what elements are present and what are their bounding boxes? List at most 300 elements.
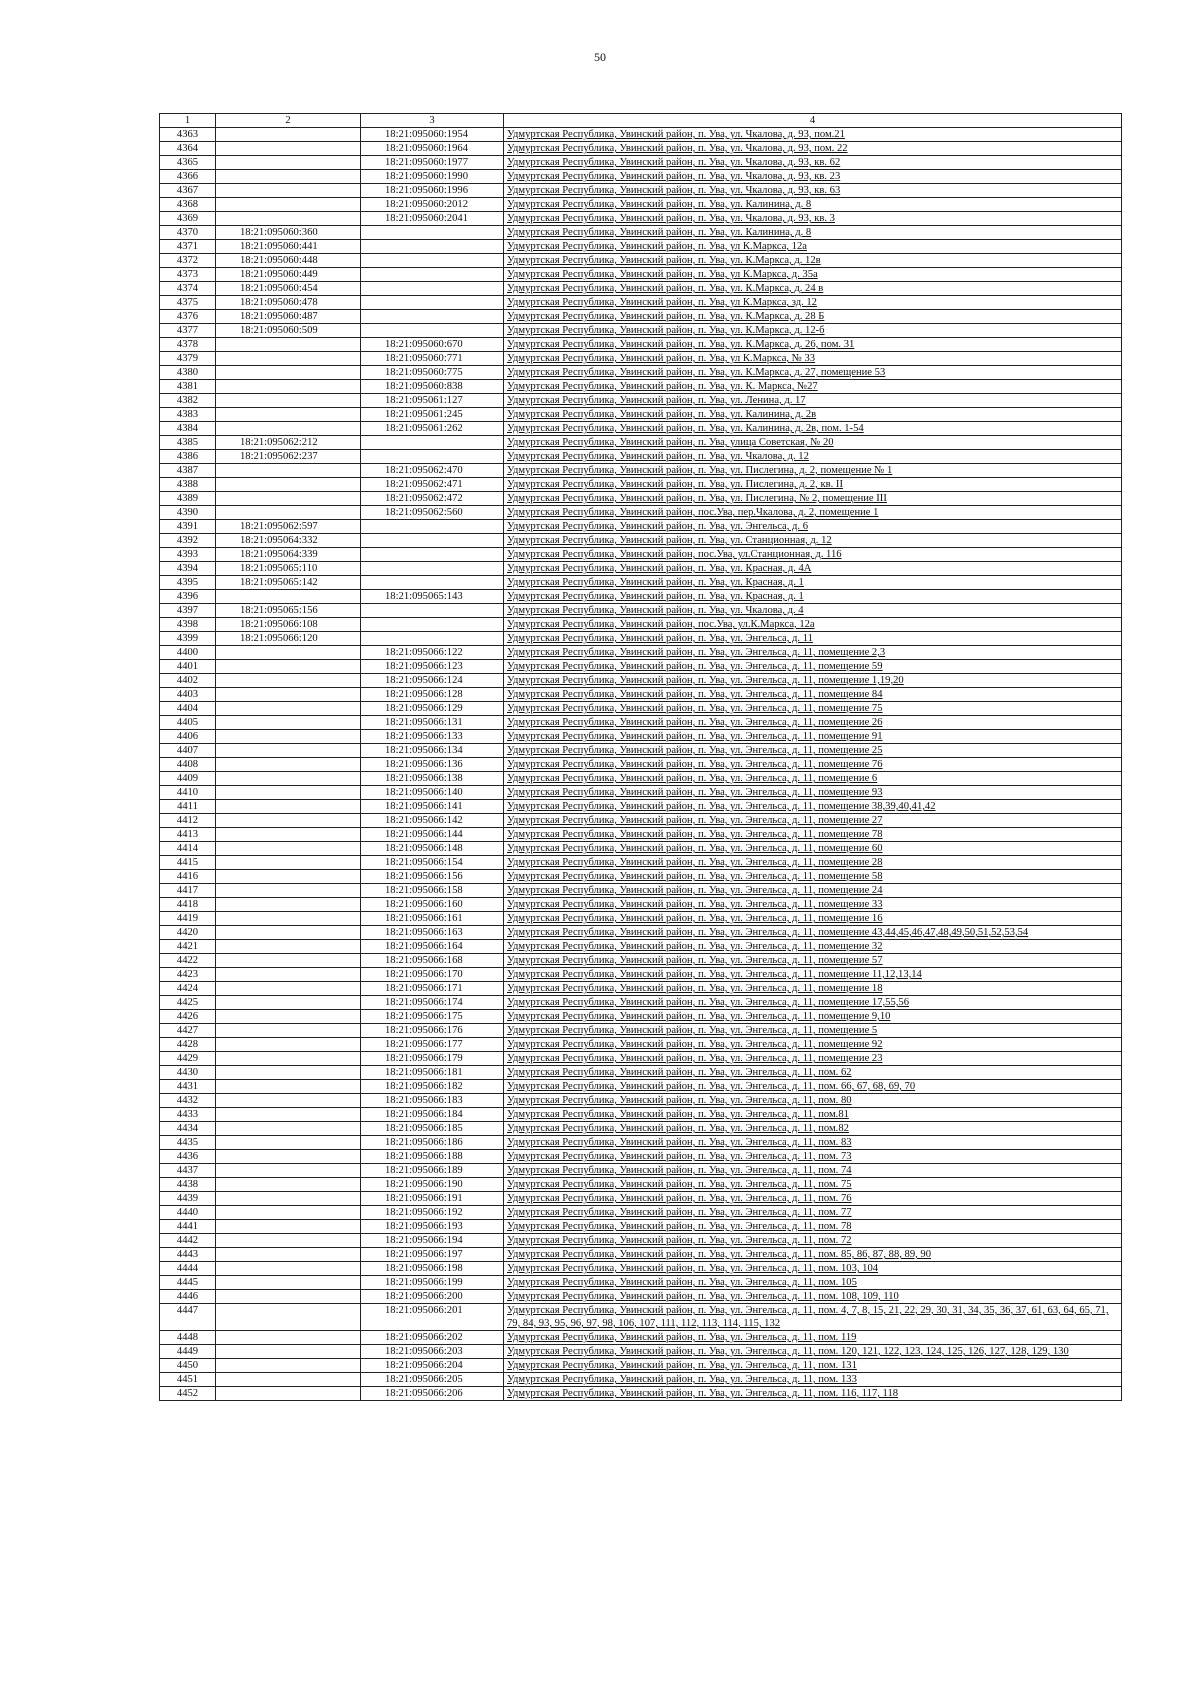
table-row — [160, 1150, 1122, 1164]
table-row — [160, 1234, 1122, 1248]
row-number-cell: 4406 — [160, 730, 216, 744]
cadastral-number-cell — [361, 534, 504, 548]
address-cell: Удмуртская Республика, Увинский район, п. Ува, ул. Чкалова, д. 93, кв. 63 — [504, 184, 1122, 198]
table-row — [160, 800, 1122, 814]
table-row — [160, 1080, 1122, 1094]
address-cell: Удмуртская Республика, Увинский район, п. Ува, ул К.Маркса, д. 35а — [504, 268, 1122, 282]
table-row — [160, 912, 1122, 926]
table-row — [160, 534, 1122, 548]
address-cell: Удмуртская Республика, Увинский район, п. Ува, ул. Энгельса, д. 11, помещение 24 — [504, 884, 1122, 898]
cadastral-number-cell — [216, 730, 361, 744]
address-cell: Удмуртская Республика, Увинский район, п. Ува, ул. Энгельса, д. 11, помещение 11,12,13,14 — [504, 968, 1122, 982]
table-row — [160, 632, 1122, 646]
cadastral-number-cell — [216, 716, 361, 730]
table-row — [160, 688, 1122, 702]
address-cell: Удмуртская Республика, Увинский район, п. Ува, ул. Энгельса, д. 11, помещение 43,44,45,46,47,48,49,50,51,52,53,54 — [504, 926, 1122, 940]
address-cell: Удмуртская Республика, Увинский район, п. Ува, ул. Энгельса, д. 11, пом. 78 — [504, 1220, 1122, 1234]
address-cell: Удмуртская Республика, Увинский район, пос.Ува, ул.Станционная, д. 116 — [504, 548, 1122, 562]
cadastral-number-cell: 18:21:095062:471 — [361, 478, 504, 492]
table-row — [160, 268, 1122, 282]
cadastral-number-cell — [216, 142, 361, 156]
cadastral-number-cell: 18:21:095060:1954 — [361, 128, 504, 142]
table-row — [160, 1108, 1122, 1122]
table-row — [160, 772, 1122, 786]
cadastral-number-cell — [216, 1038, 361, 1052]
row-number-cell: 4378 — [160, 338, 216, 352]
cadastral-number-cell — [216, 492, 361, 506]
address-cell: Удмуртская Республика, Увинский район, п. Ува, ул. Энгельса, д. 11, помещение 75 — [504, 702, 1122, 716]
address-cell: Удмуртская Республика, Увинский район, п. Ува, ул. Энгельса, д. 11, пом.81 — [504, 1108, 1122, 1122]
table-row — [160, 842, 1122, 856]
cadastral-number-cell — [216, 758, 361, 772]
address-cell: Удмуртская Республика, Увинский район, п. Ува, ул. Энгельса, д. 11, помещение 78 — [504, 828, 1122, 842]
cadastral-number-cell — [361, 436, 504, 450]
address-cell: Удмуртская Республика, Увинский район, п. Ува, ул. Чкалова, д. 93, кв. 3 — [504, 212, 1122, 226]
table-row — [160, 1010, 1122, 1024]
cadastral-number-cell — [216, 1080, 361, 1094]
address-cell: Удмуртская Республика, Увинский район, п. Ува, ул. Энгельса, д. 11, помещение 91 — [504, 730, 1122, 744]
cadastral-number-cell: 18:21:095066:141 — [361, 800, 504, 814]
cadastral-number-cell: 18:21:095066:192 — [361, 1206, 504, 1220]
cadastral-number-cell — [216, 884, 361, 898]
cadastral-number-cell — [216, 394, 361, 408]
table-row — [160, 940, 1122, 954]
row-number-cell: 4449 — [160, 1345, 216, 1359]
table-row — [160, 1276, 1122, 1290]
row-number-cell: 4422 — [160, 954, 216, 968]
cadastral-number-cell — [216, 1373, 361, 1387]
cadastral-number-cell: 18:21:095062:237 — [216, 450, 361, 464]
address-cell: Удмуртская Республика, Увинский район, п. Ува, ул. Энгельса, д. 11, помещение 57 — [504, 954, 1122, 968]
row-number-cell: 4451 — [160, 1373, 216, 1387]
row-number-cell: 4386 — [160, 450, 216, 464]
cadastral-number-cell — [361, 296, 504, 310]
address-cell: Удмуртская Республика, Увинский район, п. Ува, ул. Пислегина, д. 2, кв. II — [504, 478, 1122, 492]
cadastral-number-cell: 18:21:095060:670 — [361, 338, 504, 352]
row-number-cell: 4430 — [160, 1066, 216, 1080]
table-row — [160, 870, 1122, 884]
cadastral-number-cell — [216, 814, 361, 828]
address-cell: Удмуртская Республика, Увинский район, п. Ува, ул. Калинина, д. 8 — [504, 226, 1122, 240]
row-number-cell: 4448 — [160, 1331, 216, 1345]
address-cell: Удмуртская Республика, Увинский район, п. Ува, ул. Энгельса, д. 11, помещение 25 — [504, 744, 1122, 758]
cadastral-number-cell: 18:21:095066:199 — [361, 1276, 504, 1290]
cadastral-number-cell — [216, 338, 361, 352]
address-cell: Удмуртская Республика, Увинский район, п. Ува, ул. Чкалова, д. 93, кв. 23 — [504, 170, 1122, 184]
address-cell: Удмуртская Республика, Увинский район, п. Ува, ул. Энгельса, д. 11, помещение 5 — [504, 1024, 1122, 1038]
cadastral-number-cell — [216, 926, 361, 940]
cadastral-number-cell — [216, 1164, 361, 1178]
address-cell: Удмуртская Республика, Увинский район, п. Ува, ул. К. Маркса, №27 — [504, 380, 1122, 394]
table-row — [160, 618, 1122, 632]
address-cell: Удмуртская Республика, Увинский район, п. Ува, улица Советская, № 20 — [504, 436, 1122, 450]
table-row — [160, 478, 1122, 492]
address-cell: Удмуртская Республика, Увинский район, п. Ува, ул. Энгельса, д. 11, помещение 33 — [504, 898, 1122, 912]
cadastral-number-cell: 18:21:095061:245 — [361, 408, 504, 422]
address-cell: Удмуртская Республика, Увинский район, п. Ува, ул. Энгельса, д. 11, пом. 80 — [504, 1094, 1122, 1108]
cadastral-number-cell: 18:21:095066:193 — [361, 1220, 504, 1234]
table-row — [160, 926, 1122, 940]
cadastral-number-cell: 18:21:095066:202 — [361, 1331, 504, 1345]
cadastral-number-cell: 18:21:095062:472 — [361, 492, 504, 506]
cadastral-number-cell: 18:21:095060:478 — [216, 296, 361, 310]
row-number-cell: 4410 — [160, 786, 216, 800]
address-cell: Удмуртская Республика, Увинский район, п. Ува, ул. Калинина, д. 2в — [504, 408, 1122, 422]
row-number-cell: 4398 — [160, 618, 216, 632]
table-row — [160, 828, 1122, 842]
cadastral-number-cell: 18:21:095066:183 — [361, 1094, 504, 1108]
table-row — [160, 436, 1122, 450]
cadastral-number-cell: 18:21:095066:168 — [361, 954, 504, 968]
address-cell: Удмуртская Республика, Увинский район, п. Ува, ул. Чкалова, д. 93, пом.21 — [504, 128, 1122, 142]
cadastral-number-cell: 18:21:095066:138 — [361, 772, 504, 786]
address-cell: Удмуртская Республика, Увинский район, п. Ува, ул. Энгельса, д. 11, помещение 26 — [504, 716, 1122, 730]
table-row — [160, 212, 1122, 226]
table-row — [160, 394, 1122, 408]
table-row — [160, 660, 1122, 674]
cadastral-number-cell — [216, 702, 361, 716]
table-row — [160, 604, 1122, 618]
cadastral-number-cell — [216, 646, 361, 660]
cadastral-number-cell: 18:21:095066:123 — [361, 660, 504, 674]
cadastral-number-cell: 18:21:095062:560 — [361, 506, 504, 520]
table-row — [160, 1290, 1122, 1304]
address-cell: Удмуртская Республика, Увинский район, п. Ува, ул. Энгельса, д. 11, помещение 58 — [504, 870, 1122, 884]
cadastral-number-cell: 18:21:095066:201 — [361, 1304, 504, 1331]
address-cell: Удмуртская Республика, Увинский район, п. Ува, ул. Энгельса, д. 11, помещение 16 — [504, 912, 1122, 926]
cadastral-number-cell: 18:21:095066:160 — [361, 898, 504, 912]
row-number-cell: 4366 — [160, 170, 216, 184]
cadastral-number-cell — [216, 870, 361, 884]
cadastral-number-cell — [216, 940, 361, 954]
cadastral-number-cell: 18:21:095066:134 — [361, 744, 504, 758]
address-cell: Удмуртская Республика, Увинский район, п. Ува, ул. Энгельса, д. 11, помещение 76 — [504, 758, 1122, 772]
cadastral-number-cell — [216, 506, 361, 520]
table-row — [160, 786, 1122, 800]
address-cell: Удмуртская Республика, Увинский район, п. Ува, ул. Пислегина, № 2, помещение III — [504, 492, 1122, 506]
address-cell: Удмуртская Республика, Увинский район, п. Ува, ул. К.Маркса, д. 24 в — [504, 282, 1122, 296]
address-cell: Удмуртская Республика, Увинский район, п. Ува, ул. Энгельса, д. 11, помещение 1,19,20 — [504, 674, 1122, 688]
cadastral-number-cell — [216, 352, 361, 366]
cadastral-number-cell — [216, 996, 361, 1010]
table-row — [160, 282, 1122, 296]
row-number-cell: 4367 — [160, 184, 216, 198]
row-number-cell: 4434 — [160, 1122, 216, 1136]
cadastral-number-cell: 18:21:095066:206 — [361, 1387, 504, 1401]
row-number-cell: 4371 — [160, 240, 216, 254]
table-row — [160, 408, 1122, 422]
cadastral-number-cell — [216, 954, 361, 968]
row-number-cell: 4425 — [160, 996, 216, 1010]
address-cell: Удмуртская Республика, Увинский район, п. Ува, ул К.Маркса, зд. 12 — [504, 296, 1122, 310]
row-number-cell: 4375 — [160, 296, 216, 310]
cadastral-number-cell: 18:21:095066:148 — [361, 842, 504, 856]
address-cell: Удмуртская Республика, Увинский район, п. Ува, ул. Энгельса, д. 11, пом.82 — [504, 1122, 1122, 1136]
cadastral-number-cell: 18:21:095066:190 — [361, 1178, 504, 1192]
cadastral-number-cell: 18:21:095066:128 — [361, 688, 504, 702]
table-row — [160, 548, 1122, 562]
table-row — [160, 1052, 1122, 1066]
table-row — [160, 492, 1122, 506]
address-cell: Удмуртская Республика, Увинский район, п. Ува, ул. Энгельса, д. 11, пом. 76 — [504, 1192, 1122, 1206]
address-cell: Удмуртская Республика, Увинский район, п. Ува, ул. Энгельса, д. 11 — [504, 632, 1122, 646]
row-number-cell: 4413 — [160, 828, 216, 842]
table-row — [160, 1304, 1122, 1331]
cadastral-number-cell — [216, 688, 361, 702]
row-number-cell: 4393 — [160, 548, 216, 562]
row-number-cell: 4440 — [160, 1206, 216, 1220]
table-row — [160, 450, 1122, 464]
cadastral-number-cell: 18:21:095066:108 — [216, 618, 361, 632]
row-number-cell: 4445 — [160, 1276, 216, 1290]
address-cell: Удмуртская Республика, Увинский район, п. Ува, ул. Чкалова, д. 93, пом. 22 — [504, 142, 1122, 156]
table-row — [160, 814, 1122, 828]
table-row — [160, 1024, 1122, 1038]
cadastral-number-cell — [216, 1387, 361, 1401]
cadastral-number-cell: 18:21:095066:186 — [361, 1136, 504, 1150]
cadastral-number-cell — [216, 1290, 361, 1304]
table-row — [160, 1206, 1122, 1220]
cadastral-number-cell — [216, 408, 361, 422]
address-cell: Удмуртская Республика, Увинский район, п. Ува, ул. Энгельса, д. 11, пом. 73 — [504, 1150, 1122, 1164]
cadastral-number-cell — [216, 1276, 361, 1290]
table-row — [160, 716, 1122, 730]
address-cell: Удмуртская Республика, Увинский район, п. Ува, ул. Энгельса, д. 11, пом. 75 — [504, 1178, 1122, 1192]
row-number-cell: 4397 — [160, 604, 216, 618]
cadastral-number-cell — [216, 856, 361, 870]
address-cell: Удмуртская Республика, Увинский район, пос.Ува, ул.К.Маркса, 12а — [504, 618, 1122, 632]
table-row — [160, 506, 1122, 520]
cadastral-number-cell — [216, 366, 361, 380]
table-row — [160, 982, 1122, 996]
cadastral-number-cell: 18:21:095066:154 — [361, 856, 504, 870]
cadastral-number-cell — [216, 128, 361, 142]
table-row — [160, 1164, 1122, 1178]
address-cell: Удмуртская Республика, Увинский район, п. Ува, ул. Энгельса, д. 11, пом. 62 — [504, 1066, 1122, 1080]
row-number-cell: 4444 — [160, 1262, 216, 1276]
address-cell: Удмуртская Республика, Увинский район, п. Ува, ул. Энгельса, д. 11, помещение 93 — [504, 786, 1122, 800]
column-header: 2 — [216, 114, 361, 128]
table-row — [160, 464, 1122, 478]
row-number-cell: 4427 — [160, 1024, 216, 1038]
row-number-cell: 4369 — [160, 212, 216, 226]
address-cell: Удмуртская Республика, Увинский район, п. Ува, ул. Калинина, д. 2в, пом. 1-54 — [504, 422, 1122, 436]
cadastral-number-cell: 18:21:095066:120 — [216, 632, 361, 646]
table-row — [160, 338, 1122, 352]
table-row — [160, 310, 1122, 324]
cadastral-number-cell — [361, 226, 504, 240]
table-row — [160, 702, 1122, 716]
cadastral-number-cell — [216, 1331, 361, 1345]
row-number-cell: 4389 — [160, 492, 216, 506]
cadastral-number-cell — [361, 254, 504, 268]
address-cell: Удмуртская Республика, Увинский район, п. Ува, ул К.Маркса, № 33 — [504, 352, 1122, 366]
cadastral-number-cell: 18:21:095066:140 — [361, 786, 504, 800]
row-number-cell: 4382 — [160, 394, 216, 408]
address-cell: Удмуртская Республика, Увинский район, п. Ува, ул. Энгельса, д. 11, пом. 119 — [504, 1331, 1122, 1345]
address-cell: Удмуртская Республика, Увинский район, п. Ува, ул. Энгельса, д. 11, пом. 66, 67, 68, 69, 70 — [504, 1080, 1122, 1094]
cadastral-number-cell — [216, 1248, 361, 1262]
cadastral-number-cell: 18:21:095060:2012 — [361, 198, 504, 212]
table-row — [160, 170, 1122, 184]
cadastral-number-cell — [216, 590, 361, 604]
cadastral-number-cell — [216, 800, 361, 814]
cadastral-number-cell — [216, 1345, 361, 1359]
cadastral-number-cell — [216, 156, 361, 170]
cadastral-number-cell — [361, 618, 504, 632]
row-number-cell: 4407 — [160, 744, 216, 758]
row-number-cell: 4409 — [160, 772, 216, 786]
table-row — [160, 1220, 1122, 1234]
cadastral-number-cell: 18:21:095060:448 — [216, 254, 361, 268]
table-row — [160, 1094, 1122, 1108]
table-row — [160, 674, 1122, 688]
cadastral-number-cell — [216, 828, 361, 842]
page-number: 50 — [594, 50, 606, 64]
cadastral-number-cell — [361, 604, 504, 618]
cadastral-number-cell: 18:21:095066:170 — [361, 968, 504, 982]
address-cell: Удмуртская Республика, Увинский район, п. Ува, ул. Энгельса, д. 11, помещение 9,10 — [504, 1010, 1122, 1024]
cadastral-number-cell: 18:21:095065:156 — [216, 604, 361, 618]
header-row — [160, 114, 1122, 128]
table-row — [160, 366, 1122, 380]
table-row — [160, 954, 1122, 968]
cadastral-number-cell: 18:21:095060:449 — [216, 268, 361, 282]
row-number-cell: 4385 — [160, 436, 216, 450]
row-number-cell: 4387 — [160, 464, 216, 478]
cadastral-number-cell: 18:21:095066:164 — [361, 940, 504, 954]
row-number-cell: 4376 — [160, 310, 216, 324]
cadastral-number-cell — [361, 632, 504, 646]
row-number-cell: 4435 — [160, 1136, 216, 1150]
cadastral-number-cell: 18:21:095066:136 — [361, 758, 504, 772]
cadastral-number-cell: 18:21:095060:487 — [216, 310, 361, 324]
address-cell: Удмуртская Республика, Увинский район, п. Ува, ул. Энгельса, д. 11, пом. 133 — [504, 1373, 1122, 1387]
cadastral-number-cell — [216, 1094, 361, 1108]
registry-table — [159, 113, 1122, 1401]
cadastral-number-cell — [216, 478, 361, 492]
table-row — [160, 1387, 1122, 1401]
cadastral-number-cell: 18:21:095064:332 — [216, 534, 361, 548]
row-number-cell: 4443 — [160, 1248, 216, 1262]
cadastral-number-cell — [216, 786, 361, 800]
cadastral-number-cell: 18:21:095066:176 — [361, 1024, 504, 1038]
cadastral-number-cell — [216, 1108, 361, 1122]
row-number-cell: 4364 — [160, 142, 216, 156]
address-cell: Удмуртская Республика, Увинский район, п. Ува, ул. Энгельса, д. 11, помещение 84 — [504, 688, 1122, 702]
cadastral-number-cell: 18:21:095060:454 — [216, 282, 361, 296]
address-cell: Удмуртская Республика, Увинский район, п. Ува, ул. Энгельса, д. 11, пом. 74 — [504, 1164, 1122, 1178]
table-row — [160, 156, 1122, 170]
address-cell: Удмуртская Республика, Увинский район, п. Ува, ул. Энгельса, д. 11, пом. 103, 104 — [504, 1262, 1122, 1276]
cadastral-number-cell: 18:21:095060:775 — [361, 366, 504, 380]
address-cell: Удмуртская Республика, Увинский район, п. Ува, ул К.Маркса, 12а — [504, 240, 1122, 254]
cadastral-number-cell: 18:21:095060:1990 — [361, 170, 504, 184]
address-cell: Удмуртская Республика, Увинский район, п. Ува, ул. Энгельса, д. 11, пом. 108, 109, 110 — [504, 1290, 1122, 1304]
address-cell: Удмуртская Республика, Увинский район, п. Ува, ул. Энгельса, д. 11, помещение 32 — [504, 940, 1122, 954]
cadastral-number-cell — [216, 1234, 361, 1248]
cadastral-number-cell — [216, 1024, 361, 1038]
table-row — [160, 898, 1122, 912]
cadastral-number-cell: 18:21:095066:198 — [361, 1262, 504, 1276]
cadastral-number-cell: 18:21:095060:441 — [216, 240, 361, 254]
cadastral-number-cell: 18:21:095066:194 — [361, 1234, 504, 1248]
cadastral-number-cell: 18:21:095066:204 — [361, 1359, 504, 1373]
cadastral-number-cell: 18:21:095060:2041 — [361, 212, 504, 226]
address-cell: Удмуртская Республика, Увинский район, п. Ува, ул. Энгельса, д. 11, помещение 28 — [504, 856, 1122, 870]
cadastral-number-cell: 18:21:095061:262 — [361, 422, 504, 436]
cadastral-number-cell — [216, 212, 361, 226]
cadastral-number-cell — [216, 660, 361, 674]
table-row — [160, 856, 1122, 870]
table-row — [160, 254, 1122, 268]
table-row — [160, 758, 1122, 772]
address-cell: Удмуртская Республика, Увинский район, п. Ува, ул. К.Маркса, д. 12в — [504, 254, 1122, 268]
cadastral-number-cell: 18:21:095066:124 — [361, 674, 504, 688]
table-row — [160, 184, 1122, 198]
table-row — [160, 128, 1122, 142]
row-number-cell: 4426 — [160, 1010, 216, 1024]
address-cell: Удмуртская Республика, Увинский район, п. Ува, ул. Энгельса, д. 11, пом. 83 — [504, 1136, 1122, 1150]
cadastral-number-cell: 18:21:095066:156 — [361, 870, 504, 884]
row-number-cell: 4437 — [160, 1164, 216, 1178]
cadastral-number-cell: 18:21:095060:1977 — [361, 156, 504, 170]
cadastral-number-cell: 18:21:095065:143 — [361, 590, 504, 604]
cadastral-number-cell: 18:21:095066:188 — [361, 1150, 504, 1164]
row-number-cell: 4446 — [160, 1290, 216, 1304]
cadastral-number-cell: 18:21:095066:189 — [361, 1164, 504, 1178]
row-number-cell: 4396 — [160, 590, 216, 604]
table-row — [160, 576, 1122, 590]
cadastral-number-cell — [361, 282, 504, 296]
row-number-cell: 4399 — [160, 632, 216, 646]
cadastral-number-cell: 18:21:095065:142 — [216, 576, 361, 590]
table-row — [160, 590, 1122, 604]
row-number-cell: 4436 — [160, 1150, 216, 1164]
address-cell: Удмуртская Республика, Увинский район, п. Ува, ул. Энгельса, д. 6 — [504, 520, 1122, 534]
column-header: 4 — [504, 114, 1122, 128]
table-row — [160, 968, 1122, 982]
cadastral-number-cell: 18:21:095060:509 — [216, 324, 361, 338]
address-cell: Удмуртская Республика, Увинский район, п. Ува, ул. Энгельса, д. 11, помещение 60 — [504, 842, 1122, 856]
address-cell: Удмуртская Республика, Увинский район, п. Ува, ул. Чкалова, д. 4 — [504, 604, 1122, 618]
cadastral-number-cell — [216, 1122, 361, 1136]
cadastral-number-cell — [216, 968, 361, 982]
table-row — [160, 352, 1122, 366]
address-cell: Удмуртская Республика, Увинский район, п. Ува, ул. Энгельса, д. 11, помещение 23 — [504, 1052, 1122, 1066]
cadastral-number-cell: 18:21:095060:771 — [361, 352, 504, 366]
address-cell: Удмуртская Республика, Увинский район, п. Ува, ул. Энгельса, д. 11, помещение 59 — [504, 660, 1122, 674]
row-number-cell: 4365 — [160, 156, 216, 170]
cadastral-number-cell: 18:21:095066:185 — [361, 1122, 504, 1136]
cadastral-number-cell — [216, 744, 361, 758]
address-cell: Удмуртская Республика, Увинский район, п. Ува, ул. Энгельса, д. 11, помещение 6 — [504, 772, 1122, 786]
cadastral-number-cell: 18:21:095060:838 — [361, 380, 504, 394]
cadastral-number-cell — [216, 1192, 361, 1206]
row-number-cell: 4402 — [160, 674, 216, 688]
cadastral-number-cell — [216, 1010, 361, 1024]
cadastral-number-cell: 18:21:095066:175 — [361, 1010, 504, 1024]
address-cell: Удмуртская Республика, Увинский район, п. Ува, ул. Энгельса, д. 11, помещение 27 — [504, 814, 1122, 828]
cadastral-number-cell: 18:21:095066:144 — [361, 828, 504, 842]
cadastral-number-cell: 18:21:095060:1996 — [361, 184, 504, 198]
address-cell: Удмуртская Республика, Увинский район, п. Ува, ул. Энгельса, д. 11, пом. 120, 121, 122, 123, 124, 125, 126, 127, 128, 129, 130 — [504, 1345, 1122, 1359]
table-row — [160, 226, 1122, 240]
row-number-cell: 4408 — [160, 758, 216, 772]
cadastral-number-cell — [216, 898, 361, 912]
cadastral-number-cell: 18:21:095062:470 — [361, 464, 504, 478]
cadastral-number-cell: 18:21:095061:127 — [361, 394, 504, 408]
